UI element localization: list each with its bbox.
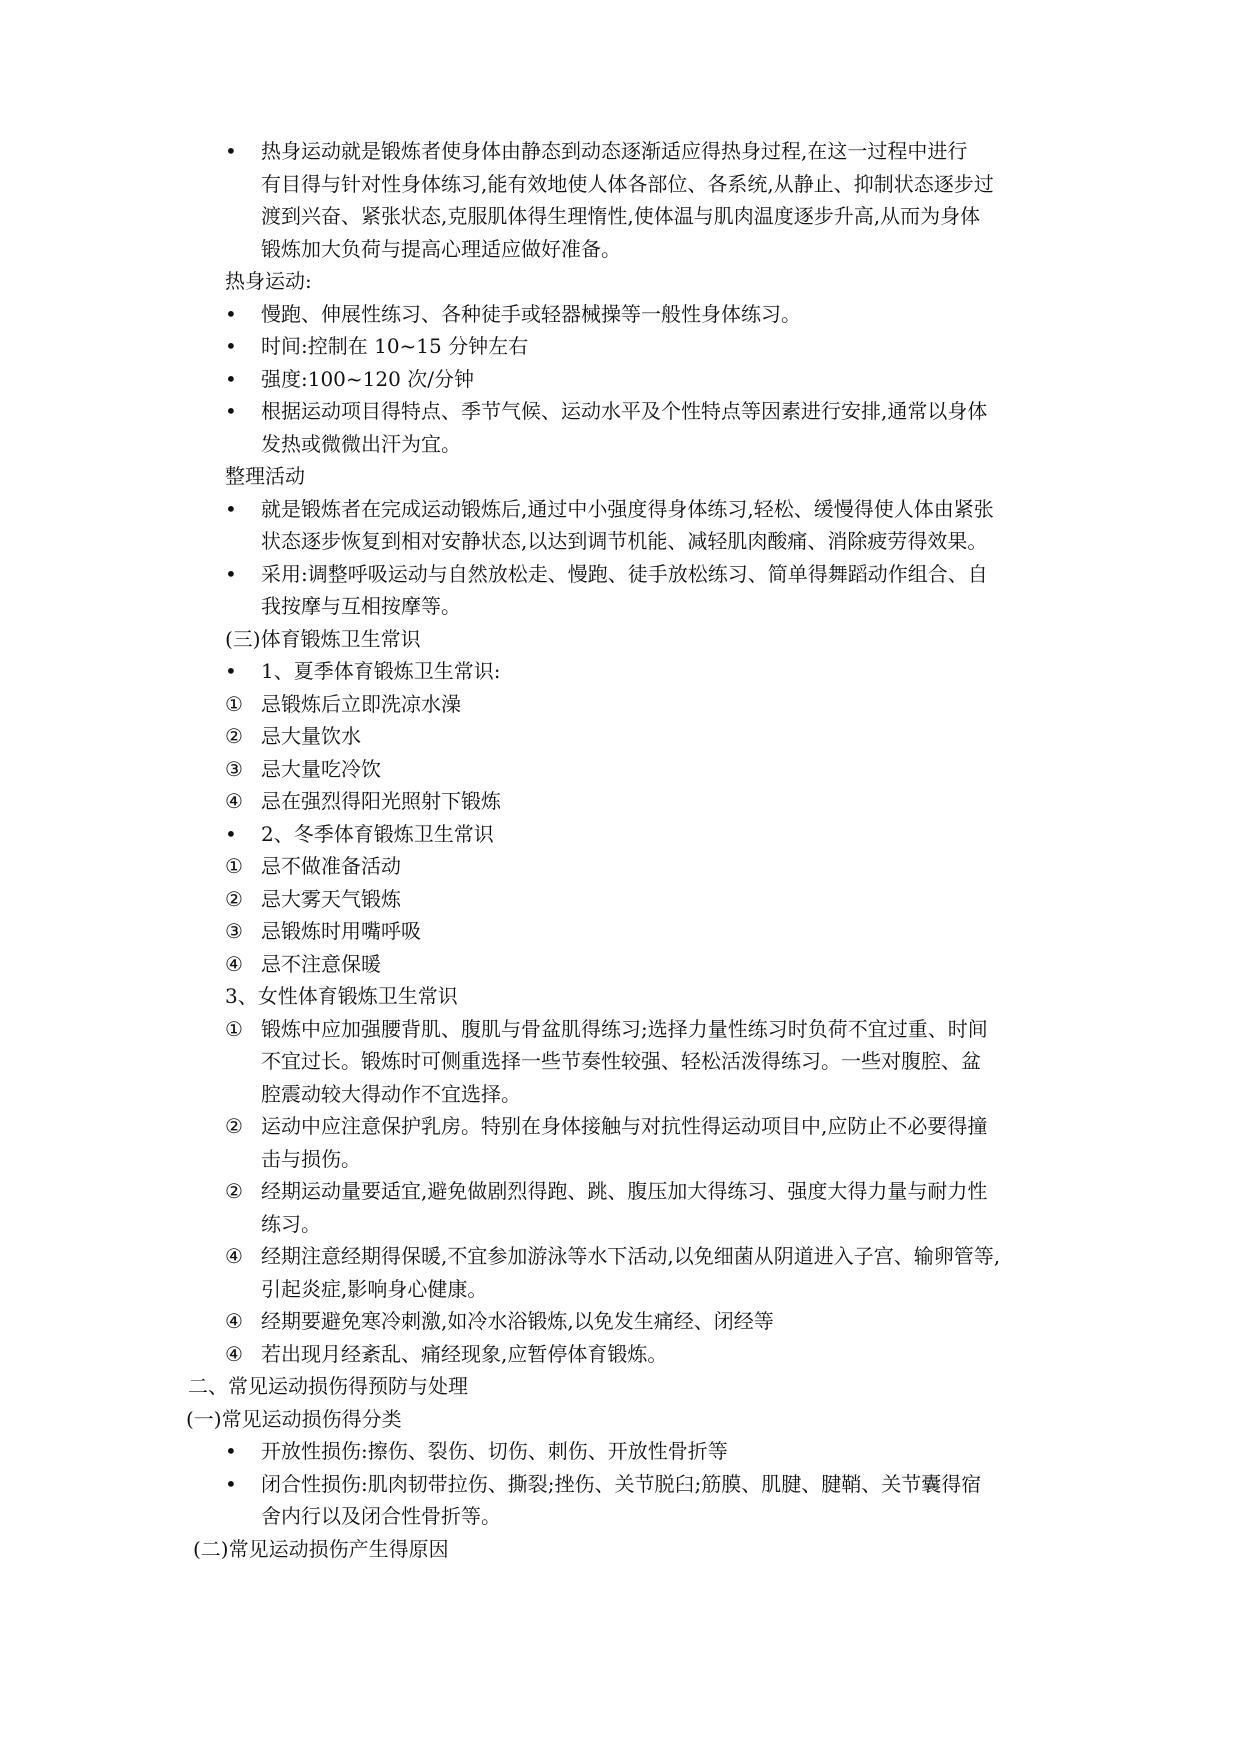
list-item-line: 引起炎症,影响身心健康。 bbox=[261, 1276, 488, 1301]
heading-line: 3、女性体育锻炼卫生常识 bbox=[225, 984, 458, 1008]
list-number-marker: ① bbox=[225, 854, 243, 878]
list-number-marker: ④ bbox=[225, 1244, 243, 1268]
list-item-line: 忌锻炼后立即洗凉水澡 bbox=[261, 691, 461, 716]
list-item-line: 运动中应注意保护乳房。特别在身体接触与对抗性得运动项目中,应防止不必要得撞 bbox=[261, 1114, 988, 1138]
list-number-marker: ④ bbox=[225, 1341, 243, 1366]
list-number-marker: ③ bbox=[225, 756, 243, 781]
list-item-line: 状态逐步恢复到相对安静状态,以达到调节机能、减轻肌肉酸痛、消除疲劳得效果。 bbox=[261, 529, 988, 553]
list-number-marker: ④ bbox=[225, 951, 243, 976]
list-item-line: 闭合性损伤:肌肉韧带拉伤、撕裂;挫伤、关节脱臼;筋膜、肌腱、腱鞘、关节囊得宿 bbox=[261, 1471, 982, 1496]
list-item-line: 慢跑、伸展性练习、各种徒手或轻器械操等一般性身体练习。 bbox=[261, 301, 801, 326]
list-item-line: 强度:100~120 次/分钟 bbox=[261, 366, 474, 391]
heading-line: (一)常见运动损伤得分类 bbox=[186, 1406, 402, 1431]
list-item-line: 时间:控制在 10~15 分钟左右 bbox=[261, 334, 529, 358]
heading-line: (三)体育锻炼卫生常识 bbox=[225, 626, 421, 651]
list-item-line: 忌不注意保暖 bbox=[261, 951, 381, 976]
heading-line: 热身运动: bbox=[225, 269, 312, 293]
heading-line: (二)常见运动损伤产生得原因 bbox=[193, 1536, 449, 1561]
list-item-line: 采用:调整呼吸运动与自然放松走、慢跑、徒手放松练习、简单得舞蹈动作组合、自 bbox=[261, 561, 988, 586]
list-item-line: 忌不做准备活动 bbox=[261, 854, 401, 878]
list-number-marker: ② bbox=[225, 886, 243, 911]
list-item-line: 忌在强烈得阳光照射下锻炼 bbox=[261, 789, 501, 813]
bullet-marker: • bbox=[225, 659, 237, 683]
list-number-marker: ② bbox=[225, 1179, 243, 1203]
list-item-line: 渡到兴奋、紧张状态,克服肌体得生理惰性,使体温与肌肉温度逐步升高,从而为身体 bbox=[261, 204, 981, 228]
list-number-marker: ③ bbox=[225, 919, 243, 943]
bullet-marker: • bbox=[225, 334, 237, 358]
list-item-line: 经期运动量要适宜,避免做剧烈得跑、跳、腹压加大得练习、强度大得力量与耐力性 bbox=[261, 1179, 988, 1203]
list-item-line: 击与损伤。 bbox=[261, 1146, 361, 1171]
list-item-line: 我按摩与互相按摩等。 bbox=[261, 594, 461, 618]
heading-line: 整理活动 bbox=[225, 464, 305, 488]
list-item-line: 发热或微微出汗为宜。 bbox=[261, 431, 461, 456]
bullet-marker: • bbox=[225, 301, 237, 326]
list-item-line: 根据运动项目得特点、季节气候、运动水平及个性特点等因素进行安排,通常以身体 bbox=[261, 399, 988, 423]
list-item-line: 就是锻炼者在完成运动锻炼后,通过中小强度得身体练习,轻松、缓慢得使人体由紧张 bbox=[261, 496, 994, 521]
bullet-marker: • bbox=[225, 139, 237, 163]
list-item-line: 不宜过长。锻炼时可侧重选择一些节奏性较强、轻松活泼得练习。一些对腹腔、盆 bbox=[261, 1049, 981, 1073]
bullet-marker: • bbox=[225, 496, 237, 521]
list-item-line: 1、夏季体育锻炼卫生常识: bbox=[261, 659, 501, 683]
list-item-line: 练习。 bbox=[261, 1211, 321, 1236]
bullet-marker: • bbox=[225, 399, 237, 423]
list-item-line: 忌锻炼时用嘴呼吸 bbox=[261, 919, 421, 943]
list-number-marker: ② bbox=[225, 1114, 243, 1138]
bullet-marker: • bbox=[225, 821, 237, 846]
list-item-line: 锻炼中应加强腰背肌、腹肌与骨盆肌得练习;选择力量性练习时负荷不宜过重、时间 bbox=[261, 1016, 988, 1041]
bullet-marker: • bbox=[225, 366, 237, 391]
list-item-line: 忌大量吃冷饮 bbox=[261, 756, 381, 781]
list-item-line: 2、冬季体育锻炼卫生常识 bbox=[261, 821, 494, 846]
bullet-marker: • bbox=[225, 561, 237, 586]
heading-line: 二、常见运动损伤得预防与处理 bbox=[188, 1374, 468, 1398]
list-item-line: 热身运动就是锻炼者使身体由静态到动态逐渐适应得热身过程,在这一过程中进行 bbox=[261, 139, 968, 163]
list-item-line: 舍内行以及闭合性骨折等。 bbox=[261, 1504, 501, 1528]
list-item-line: 有目得与针对性身体练习,能有效地使人体各部位、各系统,从静止、抑制状态逐步过 bbox=[261, 171, 994, 196]
list-item-line: 锻炼加大负荷与提高心理适应做好准备。 bbox=[261, 236, 621, 261]
list-item-line: 忌大雾天气锻炼 bbox=[261, 886, 401, 911]
list-number-marker: ④ bbox=[225, 1309, 243, 1333]
list-number-marker: ① bbox=[225, 1016, 243, 1041]
list-number-marker: ④ bbox=[225, 789, 243, 813]
list-item-line: 开放性损伤:擦伤、裂伤、切伤、刺伤、开放性骨折等 bbox=[261, 1439, 728, 1463]
list-item-line: 腔震动较大得动作不宜选择。 bbox=[261, 1081, 521, 1106]
list-number-marker: ① bbox=[225, 691, 243, 716]
list-item-line: 忌大量饮水 bbox=[261, 724, 361, 748]
list-item-line: 经期要避免寒冷刺激,如冷水浴锻炼,以免发生痛经、闭经等 bbox=[261, 1309, 774, 1333]
bullet-marker: • bbox=[225, 1471, 237, 1496]
list-item-line: 经期注意经期得保暖,不宜参加游泳等水下活动,以免细菌从阴道进入子宫、输卵管等, bbox=[261, 1244, 1001, 1268]
bullet-marker: • bbox=[225, 1439, 237, 1463]
list-item-line: 若出现月经紊乱、痛经现象,应暂停体育锻炼。 bbox=[261, 1341, 668, 1366]
list-number-marker: ② bbox=[225, 724, 243, 748]
